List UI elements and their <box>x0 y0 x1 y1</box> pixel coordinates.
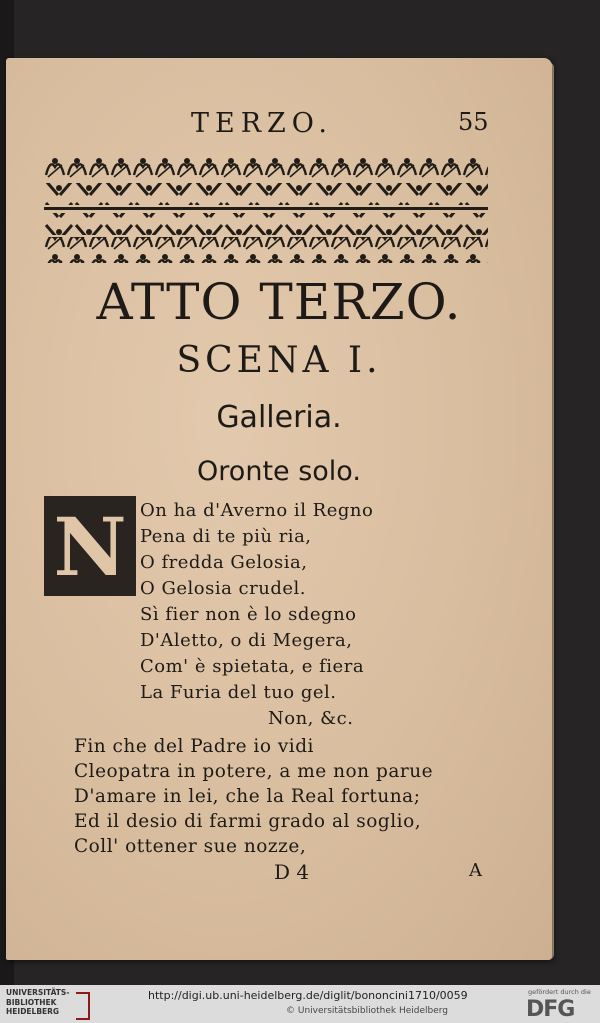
dfg-logo[interactable]: DFG <box>526 997 575 1022</box>
repeat-cue: Non, &c. <box>268 708 354 729</box>
library-name: UNIVERSITÄTS- BIBLIOTHEK HEIDELBERG <box>6 988 70 1016</box>
decorated-initial <box>44 496 136 596</box>
copyright-notice: © Universitätsbibliothek Heidelberg <box>286 1006 449 1016</box>
ornament-band-icon <box>44 155 488 265</box>
verse-line: Pena di te più ria, <box>140 526 312 547</box>
verse-line: Cleopatra in potere, a me non parue <box>74 761 434 782</box>
verse-line: La Furia del tuo gel. <box>140 682 337 703</box>
running-head: TERZO. <box>191 108 333 139</box>
catchword: A <box>469 860 482 881</box>
character-heading: Oronte solo. <box>197 456 361 487</box>
act-title: ATTO TERZO. <box>96 273 462 331</box>
verse-line: Sì fier non è lo sdegno <box>140 604 357 625</box>
verse-line: O Gelosia crudel. <box>140 578 306 599</box>
page-number: 55 <box>458 108 489 136</box>
initial-letter: N <box>53 500 127 594</box>
permalink[interactable]: http://digi.ub.uni-heidelberg.de/diglit/bononcini1710/0059 <box>148 989 468 1002</box>
verse-line: On ha d'Averno il Regno <box>140 500 374 521</box>
verse-line: D'amare in lei, che la Real fortuna; <box>74 786 421 807</box>
verse-line: Coll' ottener sue nozze, <box>74 836 307 857</box>
footer-bar <box>0 985 600 1023</box>
library-logo[interactable] <box>6 988 92 1020</box>
book-page <box>6 58 552 960</box>
signature-mark: D 4 <box>274 860 310 884</box>
funded-by-label: gefördert durch die <box>528 988 591 996</box>
verse-line: Ed il desio di farmi grado al soglio, <box>74 811 422 832</box>
scene-setting: Galleria. <box>216 400 342 435</box>
verse-line: O fredda Gelosia, <box>140 552 308 573</box>
scene-title: SCENA I. <box>176 340 382 381</box>
verse-line: Fin che del Padre io vidi <box>74 736 314 757</box>
library-emblem-icon <box>76 992 90 1020</box>
verse-line: Com' è spietata, e fiera <box>140 656 365 677</box>
verse-line: D'Aletto, o di Megera, <box>140 630 353 651</box>
